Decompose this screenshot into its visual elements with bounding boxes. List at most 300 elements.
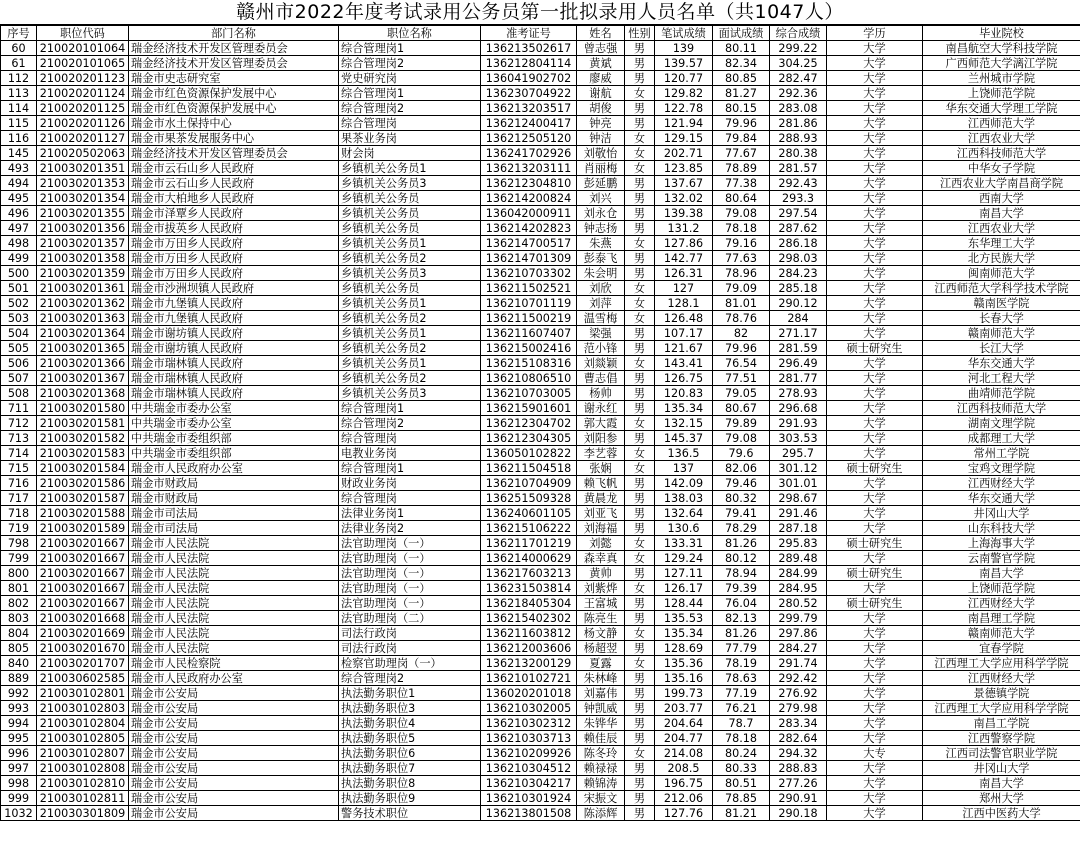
gender-cell: 男: [625, 566, 655, 581]
seq-cell: 719: [1, 521, 37, 536]
interview-score-cell: 78.18: [713, 221, 770, 236]
position-name-cell: 法官助理岗（一）: [339, 581, 481, 596]
interview-score-cell: 80.33: [713, 761, 770, 776]
position-code-cell: 210030201582: [37, 431, 129, 446]
school-cell: 华东交通大学理工学院: [923, 101, 1080, 116]
school-cell: 井冈山大学: [923, 761, 1080, 776]
department-cell: 瑞金市瑞林镇人民政府: [129, 371, 339, 386]
department-cell: 瑞金市泽覃乡人民政府: [129, 206, 339, 221]
total-score-cell: 297.54: [770, 206, 827, 221]
gender-cell: 女: [625, 656, 655, 671]
education-cell: 大学: [827, 371, 923, 386]
table-row: [1, 566, 1080, 581]
interview-score-cell: 80.11: [713, 41, 770, 56]
interview-score-cell: 77.67: [713, 146, 770, 161]
position-name-cell: 执法勤务职位6: [339, 746, 481, 761]
position-code-cell: 210030201669: [37, 626, 129, 641]
written-score-cell: 135.53: [655, 611, 713, 626]
table-row: [1, 236, 1080, 251]
seq-cell: 507: [1, 371, 37, 386]
interview-score-cell: 79.08: [713, 431, 770, 446]
exam-number-cell: 136212804114: [481, 56, 577, 71]
table-row: [1, 131, 1080, 146]
table-row: [1, 281, 1080, 296]
written-score-cell: 138.03: [655, 491, 713, 506]
department-cell: 瑞金市财政局: [129, 476, 339, 491]
school-cell: 江西理工大学应用科学学院: [923, 701, 1080, 716]
written-score-cell: 136.5: [655, 446, 713, 461]
table-body: [1, 41, 1080, 821]
name-cell: 刘兴: [577, 191, 625, 206]
exam-number-cell: 136230704922: [481, 86, 577, 101]
page-title: 赣州市2022年度考试录用公务员第一批拟录用人员名单（共1047人）: [0, 0, 1080, 25]
total-score-cell: 283.08: [770, 101, 827, 116]
table-row: [1, 671, 1080, 686]
exam-number-cell: 136240601105: [481, 506, 577, 521]
department-cell: 瑞金市万田乡人民政府: [129, 251, 339, 266]
name-cell: 彭泰飞: [577, 251, 625, 266]
position-name-cell: 乡镇机关公务员: [339, 281, 481, 296]
position-name-cell: 法律业务岗2: [339, 521, 481, 536]
total-score-cell: 290.91: [770, 791, 827, 806]
seq-cell: 500: [1, 266, 37, 281]
interview-score-cell: 81.01: [713, 296, 770, 311]
position-code-cell: 210030201358: [37, 251, 129, 266]
table-row: [1, 311, 1080, 326]
position-name-cell: 执法勤务职位7: [339, 761, 481, 776]
written-score-cell: 202.71: [655, 146, 713, 161]
total-score-cell: 285.18: [770, 281, 827, 296]
column-header-position-name: 职位名称: [339, 26, 481, 41]
gender-cell: 男: [625, 386, 655, 401]
written-score-cell: 107.17: [655, 326, 713, 341]
written-score-cell: 129.24: [655, 551, 713, 566]
school-cell: 赣南医学院: [923, 296, 1080, 311]
position-code-cell: 210030201354: [37, 191, 129, 206]
total-score-cell: 281.77: [770, 371, 827, 386]
written-score-cell: 196.75: [655, 776, 713, 791]
department-cell: 瑞金市财政局: [129, 491, 339, 506]
education-cell: 大学: [827, 716, 923, 731]
column-header-gender: 性别: [625, 26, 655, 41]
department-cell: 瑞金市瑞林镇人民政府: [129, 386, 339, 401]
school-cell: 南昌理工学院: [923, 611, 1080, 626]
position-code-cell: 210030102801: [37, 686, 129, 701]
position-name-cell: 党史研究岗: [339, 71, 481, 86]
name-cell: 杨超翌: [577, 641, 625, 656]
table-row: [1, 791, 1080, 806]
department-cell: 瑞金市人民法院: [129, 626, 339, 641]
exam-number-cell: 136211502521: [481, 281, 577, 296]
written-score-cell: 142.77: [655, 251, 713, 266]
table-row: [1, 161, 1080, 176]
department-cell: 瑞金市万田乡人民政府: [129, 236, 339, 251]
interview-score-cell: 79.39: [713, 581, 770, 596]
department-cell: 瑞金市万田乡人民政府: [129, 266, 339, 281]
gender-cell: 男: [625, 686, 655, 701]
exam-number-cell: 136214701309: [481, 251, 577, 266]
position-name-cell: 乡镇机关公务员3: [339, 176, 481, 191]
exam-number-cell: 136210701119: [481, 296, 577, 311]
seq-cell: 498: [1, 236, 37, 251]
total-score-cell: 282.64: [770, 731, 827, 746]
exam-number-cell: 136211607407: [481, 326, 577, 341]
position-code-cell: 210030201362: [37, 296, 129, 311]
written-score-cell: 139.38: [655, 206, 713, 221]
school-cell: 上饶师范学院: [923, 581, 1080, 596]
total-score-cell: 297.86: [770, 626, 827, 641]
name-cell: 夏露: [577, 656, 625, 671]
education-cell: 大学: [827, 326, 923, 341]
education-cell: 大学: [827, 521, 923, 536]
school-cell: 南昌大学: [923, 566, 1080, 581]
exam-number-cell: 136212505120: [481, 131, 577, 146]
name-cell: 朱会明: [577, 266, 625, 281]
department-cell: 中共瑞金市委办公室: [129, 416, 339, 431]
seq-cell: 496: [1, 206, 37, 221]
exam-number-cell: 136210806510: [481, 371, 577, 386]
seq-cell: 996: [1, 746, 37, 761]
interview-score-cell: 81.27: [713, 86, 770, 101]
written-score-cell: 126.48: [655, 311, 713, 326]
seq-cell: 495: [1, 191, 37, 206]
name-cell: 赖锦涛: [577, 776, 625, 791]
interview-score-cell: 77.19: [713, 686, 770, 701]
exam-number-cell: 136213502617: [481, 41, 577, 56]
total-score-cell: 301.01: [770, 476, 827, 491]
exam-number-cell: 136212400417: [481, 116, 577, 131]
table-row: [1, 611, 1080, 626]
interview-score-cell: 77.63: [713, 251, 770, 266]
position-code-cell: 210030201368: [37, 386, 129, 401]
position-name-cell: 执法勤务职位5: [339, 731, 481, 746]
table-row: [1, 656, 1080, 671]
school-cell: 江西农业大学: [923, 131, 1080, 146]
position-code-cell: 210030201667: [37, 551, 129, 566]
gender-cell: 男: [625, 506, 655, 521]
school-cell: 江西财经大学: [923, 476, 1080, 491]
gender-cell: 男: [625, 701, 655, 716]
name-cell: 梁强: [577, 326, 625, 341]
department-cell: 瑞金市公安局: [129, 746, 339, 761]
seq-cell: 112: [1, 71, 37, 86]
name-cell: 刘欣: [577, 281, 625, 296]
table-row: [1, 371, 1080, 386]
interview-score-cell: 80.67: [713, 401, 770, 416]
name-cell: 钟志扬: [577, 221, 625, 236]
total-score-cell: 284.95: [770, 581, 827, 596]
exam-number-cell: 136218405304: [481, 596, 577, 611]
position-code-cell: 210030201366: [37, 356, 129, 371]
department-cell: 瑞金市公安局: [129, 701, 339, 716]
column-header-school: 毕业院校: [923, 26, 1080, 41]
department-cell: 瑞金市云石山乡人民政府: [129, 176, 339, 191]
seq-cell: 997: [1, 761, 37, 776]
interview-score-cell: 80.64: [713, 191, 770, 206]
written-score-cell: 127: [655, 281, 713, 296]
position-name-cell: 综合管理岗2: [339, 416, 481, 431]
gender-cell: 女: [625, 161, 655, 176]
seq-cell: 798: [1, 536, 37, 551]
education-cell: 大学: [827, 506, 923, 521]
table-row: [1, 101, 1080, 116]
interview-score-cell: 78.19: [713, 656, 770, 671]
written-score-cell: 139.57: [655, 56, 713, 71]
table-row: [1, 176, 1080, 191]
interview-score-cell: 78.7: [713, 716, 770, 731]
written-score-cell: 129.15: [655, 131, 713, 146]
position-code-cell: 210020201127: [37, 131, 129, 146]
seq-cell: 995: [1, 731, 37, 746]
written-score-cell: 137: [655, 461, 713, 476]
written-score-cell: 128.69: [655, 641, 713, 656]
name-cell: 赖飞帆: [577, 476, 625, 491]
exam-number-cell: 136214200824: [481, 191, 577, 206]
school-cell: 广西师范大学漓江学院: [923, 56, 1080, 71]
seq-cell: 60: [1, 41, 37, 56]
position-code-cell: 210030201355: [37, 206, 129, 221]
exam-number-cell: 136212003606: [481, 641, 577, 656]
position-name-cell: 财政业务岗: [339, 476, 481, 491]
table-row: [1, 251, 1080, 266]
school-cell: 江西司法警官职业学院: [923, 746, 1080, 761]
gender-cell: 男: [625, 761, 655, 776]
written-score-cell: 129.82: [655, 86, 713, 101]
name-cell: 范小锋: [577, 341, 625, 356]
school-cell: 华东交通大学: [923, 491, 1080, 506]
position-code-cell: 210030102804: [37, 716, 129, 731]
school-cell: 长江大学: [923, 341, 1080, 356]
education-cell: 大学: [827, 416, 923, 431]
position-name-cell: 执法勤务职位4: [339, 716, 481, 731]
column-header-department: 部门名称: [129, 26, 339, 41]
position-name-cell: 执法勤务职位8: [339, 776, 481, 791]
gender-cell: 女: [625, 131, 655, 146]
seq-cell: 494: [1, 176, 37, 191]
table-row: [1, 401, 1080, 416]
position-code-cell: 210020101065: [37, 56, 129, 71]
table-row: [1, 716, 1080, 731]
education-cell: 大学: [827, 101, 923, 116]
education-cell: 大学: [827, 356, 923, 371]
position-code-cell: 210030201667: [37, 566, 129, 581]
school-cell: 中华女子学院: [923, 161, 1080, 176]
written-score-cell: 126.31: [655, 266, 713, 281]
position-name-cell: 乡镇机关公务员: [339, 206, 481, 221]
seq-cell: 799: [1, 551, 37, 566]
name-cell: 曾志强: [577, 41, 625, 56]
table-row: [1, 506, 1080, 521]
seq-cell: 716: [1, 476, 37, 491]
written-score-cell: 208.5: [655, 761, 713, 776]
seq-cell: 504: [1, 326, 37, 341]
name-cell: 朱燕: [577, 236, 625, 251]
interview-score-cell: 80.85: [713, 71, 770, 86]
seq-cell: 802: [1, 596, 37, 611]
column-header-interview-score: 面试成绩: [713, 26, 770, 41]
name-cell: 王富城: [577, 596, 625, 611]
gender-cell: 女: [625, 746, 655, 761]
interview-score-cell: 78.29: [713, 521, 770, 536]
exam-number-cell: 136210304512: [481, 761, 577, 776]
exam-number-cell: 136215106222: [481, 521, 577, 536]
name-cell: 曹志倡: [577, 371, 625, 386]
total-score-cell: 303.53: [770, 431, 827, 446]
position-name-cell: 执法勤务职位9: [339, 791, 481, 806]
exam-number-cell: 136210301924: [481, 791, 577, 806]
table-row: [1, 806, 1080, 821]
table-row: [1, 206, 1080, 221]
name-cell: 廖威: [577, 71, 625, 86]
department-cell: 瑞金市司法局: [129, 521, 339, 536]
department-cell: 瑞金市九堡镇人民政府: [129, 311, 339, 326]
total-score-cell: 295.83: [770, 536, 827, 551]
seq-cell: 800: [1, 566, 37, 581]
department-cell: 瑞金市大柏地乡人民政府: [129, 191, 339, 206]
position-code-cell: 210020201123: [37, 71, 129, 86]
total-score-cell: 293.3: [770, 191, 827, 206]
position-code-cell: 210030102803: [37, 701, 129, 716]
position-name-cell: 乡镇机关公务员: [339, 191, 481, 206]
column-header-position-code: 职位代码: [37, 26, 129, 41]
header-row: [1, 26, 1080, 41]
education-cell: 大学: [827, 686, 923, 701]
gender-cell: 女: [625, 551, 655, 566]
total-score-cell: 292.36: [770, 86, 827, 101]
school-cell: 山东科技大学: [923, 521, 1080, 536]
interview-score-cell: 78.89: [713, 161, 770, 176]
position-code-cell: 210030201356: [37, 221, 129, 236]
department-cell: 瑞金市红色资源保护发展中心: [129, 101, 339, 116]
school-cell: 兰州城市学院: [923, 71, 1080, 86]
total-score-cell: 301.12: [770, 461, 827, 476]
seq-cell: 801: [1, 581, 37, 596]
department-cell: 瑞金市谢坊镇人民政府: [129, 341, 339, 356]
table-row: [1, 431, 1080, 446]
position-code-cell: 210030201589: [37, 521, 129, 536]
education-cell: 硕士研究生: [827, 596, 923, 611]
education-cell: 大学: [827, 806, 923, 821]
total-score-cell: 282.47: [770, 71, 827, 86]
total-score-cell: 299.22: [770, 41, 827, 56]
school-cell: 赣南师范大学: [923, 626, 1080, 641]
exam-number-cell: 136210703302: [481, 266, 577, 281]
interview-score-cell: 76.21: [713, 701, 770, 716]
education-cell: 硕士研究生: [827, 341, 923, 356]
department-cell: 瑞金经济技术开发区管理委员会: [129, 56, 339, 71]
written-score-cell: 135.36: [655, 656, 713, 671]
school-cell: 赣南师范大学: [923, 326, 1080, 341]
education-cell: 大学: [827, 701, 923, 716]
position-code-cell: 210030201351: [37, 161, 129, 176]
school-cell: 江西警察学院: [923, 731, 1080, 746]
gender-cell: 女: [625, 581, 655, 596]
seq-cell: 493: [1, 161, 37, 176]
school-cell: 东华理工大学: [923, 236, 1080, 251]
interview-score-cell: 79.05: [713, 386, 770, 401]
interview-score-cell: 79.41: [713, 506, 770, 521]
interview-score-cell: 80.51: [713, 776, 770, 791]
position-name-cell: 综合管理岗: [339, 431, 481, 446]
department-cell: 瑞金市史志研究室: [129, 71, 339, 86]
total-score-cell: 280.38: [770, 146, 827, 161]
written-score-cell: 122.78: [655, 101, 713, 116]
exam-number-cell: 136215901601: [481, 401, 577, 416]
position-code-cell: 210030301809: [37, 806, 129, 821]
education-cell: 大学: [827, 56, 923, 71]
written-score-cell: 204.64: [655, 716, 713, 731]
seq-cell: 999: [1, 791, 37, 806]
exam-number-cell: 136210302005: [481, 701, 577, 716]
gender-cell: 男: [625, 776, 655, 791]
gender-cell: 男: [625, 431, 655, 446]
exam-number-cell: 136214700517: [481, 236, 577, 251]
position-name-cell: 综合管理岗1: [339, 41, 481, 56]
written-score-cell: 143.41: [655, 356, 713, 371]
education-cell: 大学: [827, 626, 923, 641]
name-cell: 刘燚颖: [577, 356, 625, 371]
table-row: [1, 71, 1080, 86]
total-score-cell: 288.93: [770, 131, 827, 146]
position-code-cell: 210030201667: [37, 536, 129, 551]
gender-cell: 男: [625, 221, 655, 236]
total-score-cell: 289.48: [770, 551, 827, 566]
interview-score-cell: 78.63: [713, 671, 770, 686]
position-code-cell: 210030201588: [37, 506, 129, 521]
written-score-cell: 127.86: [655, 236, 713, 251]
position-name-cell: 警务技术职位: [339, 806, 481, 821]
position-name-cell: 乡镇机关公务员1: [339, 296, 481, 311]
school-cell: 南昌工学院: [923, 716, 1080, 731]
seq-cell: 840: [1, 656, 37, 671]
interview-score-cell: 81.26: [713, 626, 770, 641]
name-cell: 刘海福: [577, 521, 625, 536]
name-cell: 杨帅: [577, 386, 625, 401]
written-score-cell: 131.2: [655, 221, 713, 236]
department-cell: 瑞金市人民检察院: [129, 656, 339, 671]
position-code-cell: 210030201357: [37, 236, 129, 251]
interview-score-cell: 76.54: [713, 356, 770, 371]
seq-cell: 717: [1, 491, 37, 506]
gender-cell: 男: [625, 56, 655, 71]
exam-number-cell: 136213203517: [481, 101, 577, 116]
education-cell: 大学: [827, 791, 923, 806]
position-name-cell: 法律业务岗1: [339, 506, 481, 521]
school-cell: 南昌大学: [923, 776, 1080, 791]
table-row: [1, 491, 1080, 506]
total-score-cell: 292.42: [770, 671, 827, 686]
exam-number-cell: 136210303713: [481, 731, 577, 746]
school-cell: 江西财经大学: [923, 671, 1080, 686]
seq-cell: 499: [1, 251, 37, 266]
position-code-cell: 210030102810: [37, 776, 129, 791]
gender-cell: 女: [625, 626, 655, 641]
school-cell: 南昌大学: [923, 206, 1080, 221]
position-code-cell: 210030201353: [37, 176, 129, 191]
school-cell: 宜春学院: [923, 641, 1080, 656]
name-cell: 杨文静: [577, 626, 625, 641]
position-name-cell: 执法勤务职位3: [339, 701, 481, 716]
school-cell: 江西科技师范大学: [923, 146, 1080, 161]
position-name-cell: 法官助理岗（二）: [339, 611, 481, 626]
total-score-cell: 287.62: [770, 221, 827, 236]
table-row: [1, 356, 1080, 371]
seq-cell: 994: [1, 716, 37, 731]
education-cell: 大学: [827, 431, 923, 446]
position-name-cell: 电教业务岗: [339, 446, 481, 461]
department-cell: 中共瑞金市委组织部: [129, 431, 339, 446]
school-cell: 江西理工大学应用科学学院: [923, 656, 1080, 671]
